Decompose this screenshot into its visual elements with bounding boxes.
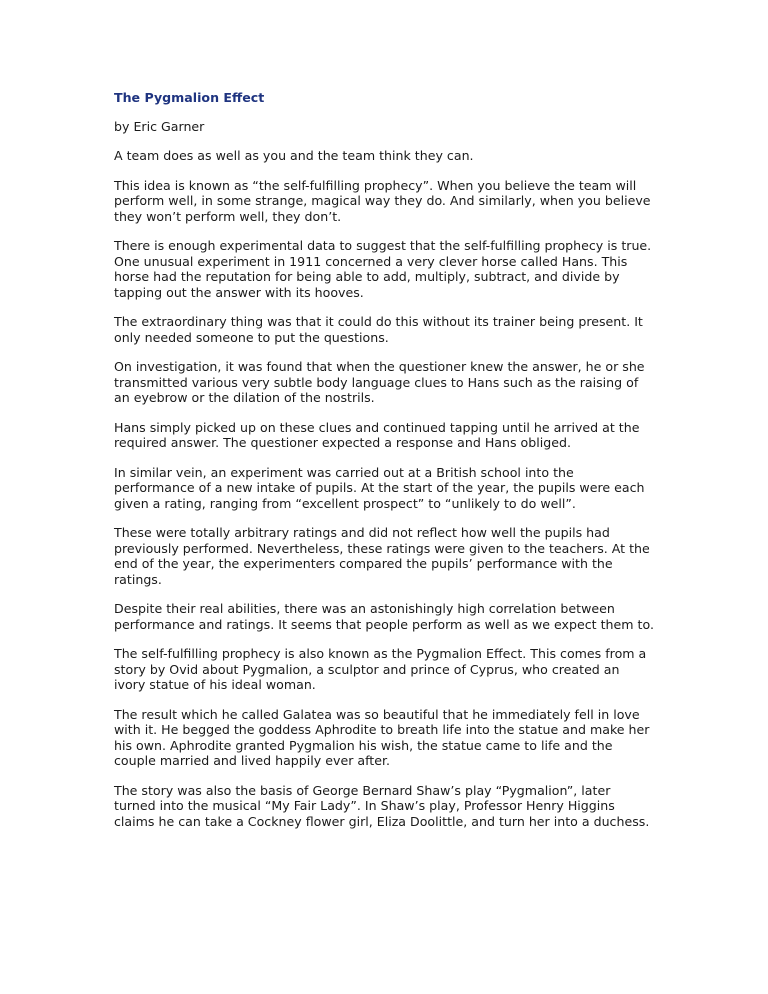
paragraph: On investigation, it was found that when the questioner knew the answer, he or she transmitted various very subtle body language clues to Hans such as the raising of an eyebrow or the dilation of the nostrils. (114, 359, 645, 405)
paragraph: The self-fulfilling prophecy is also known as the Pygmalion Effect. This comes from a story by Ovid about Pygmalion, a sculptor and prince of Cyprus, who created an ivory statue of his ideal woman. (114, 646, 647, 692)
paragraph: The extraordinary thing was that it could do this without its trainer being present. It only needed someone to put the questions. (114, 314, 643, 345)
author-byline: by Eric Garner (114, 118, 205, 134)
paragraph: A team does as well as you and the team think they can. (114, 148, 474, 163)
paragraph: Despite their real abilities, there was an astonishingly high correlation between performance and ratings. It seems that people perform as well as we expect them to. (114, 601, 654, 632)
paragraph: Hans simply picked up on these clues and continued tapping until he arrived at the required answer. The questioner expected a response and Hans obliged. (114, 419, 640, 450)
paragraph: The result which he called Galatea was so beautiful that he immediately fell in love with it. He begged the goddess Aphrodite to breath life into the statue and make her his own. Aphrodite granted Pygmalion his wish, the statue came to life and the couple married and lived happily ever after. (114, 706, 650, 768)
document-page (114, 90, 654, 843)
paragraph: The story was also the basis of George Bernard Shaw’s play “Pygmalion”, later turned into the musical “My Fair Lady”. In Shaw’s play, Professor Henry Higgins claims he can take a Cockney flower girl, Eliza Doolittle, and turn her into a duchess. (114, 782, 650, 829)
paragraph: This idea is known as “the self-fulfilling prophecy”. When you believe the team will perform well, in some strange, magical way they do. And similarly, when you believe they won’t perform well, they don’t. (114, 177, 651, 224)
paragraph: There is enough experimental data to suggest that the self-fulfilling prophecy is true. One unusual experiment in 1911 concerned a very clever horse called Hans. This horse had the reputation for being able to add, multiply, subtract, and divide by tapping out the answer with its hooves. (114, 238, 652, 300)
document-title: The Pygmalion Effect (114, 90, 265, 105)
paragraph: In similar vein, an experiment was carried out at a British school into the performance of a new intake of pupils. At the start of the year, the pupils were each given a rating, ranging from “excellent prospect” to “unlikely to do well”. (114, 464, 645, 511)
paragraph: These were totally arbitrary ratings and did not reflect how well the pupils had previously performed. Nevertheless, these ratings were given to the teachers. At the end of the year, the experimenters compared the pupils’ performance with the ratings. (114, 525, 650, 587)
